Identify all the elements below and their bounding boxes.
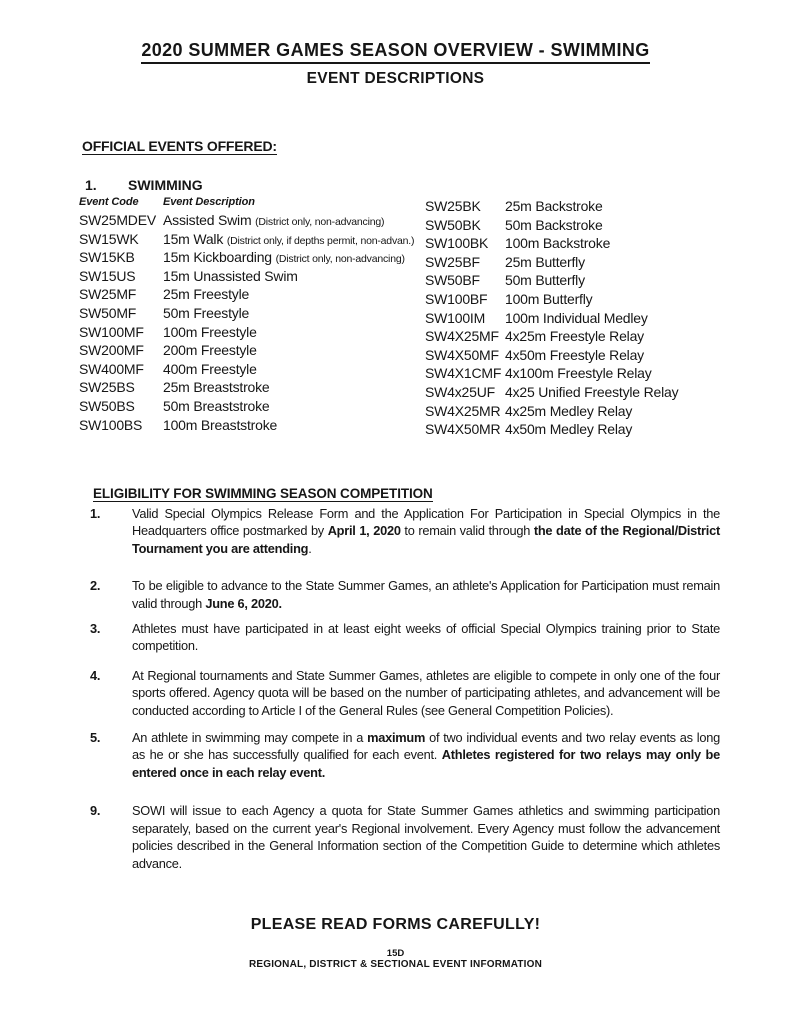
eligibility-item	[90, 505, 720, 557]
event-code: SW25MF	[79, 286, 137, 303]
event-row	[425, 402, 678, 421]
event-description: 200m Freestyle	[163, 342, 257, 359]
event-row	[425, 420, 678, 439]
event-description: 4x25 Unified Freestyle Relay	[505, 383, 679, 400]
event-description: 50m Freestyle	[163, 304, 250, 321]
eligibility-item-text	[132, 729, 720, 781]
event-description: 100m Butterfly	[505, 290, 593, 307]
event-row	[425, 346, 678, 365]
eligibility-item	[90, 667, 720, 719]
event-description: 15m Unassisted Swim	[163, 267, 298, 284]
event-row	[79, 397, 414, 416]
event-row	[79, 304, 414, 323]
event-row	[425, 327, 678, 346]
event-table-header	[79, 196, 414, 211]
event-description: 100m Individual Medley	[505, 309, 648, 326]
event-description: Assisted Swim (District only, non-advancing)	[163, 212, 385, 228]
page-number: 15D	[386, 948, 405, 959]
event-code: SW100MF	[79, 323, 144, 340]
event-code: SW4X50MF	[425, 346, 499, 363]
event-code: SW4X25MR	[425, 402, 501, 419]
event-row	[79, 378, 414, 397]
event-description: 100m Breaststroke	[163, 416, 278, 433]
event-description: 4x25m Medley Relay	[505, 402, 633, 419]
event-row	[79, 360, 414, 379]
eligibility-text-segment: of two individual events and two relay events as long as he or she has successfully qualified for each event.	[132, 730, 720, 763]
event-description: 50m Breaststroke	[163, 397, 270, 414]
event-row	[79, 230, 414, 249]
eligibility-bold-segment: Athletes registered for two relays may only be entered once in each relay event.	[132, 747, 720, 780]
event-code: SW50MF	[79, 304, 137, 321]
event-code: SW50BK	[425, 216, 481, 233]
event-code: SW25BF	[425, 253, 480, 270]
event-row	[425, 309, 678, 328]
event-description: 4x25m Freestyle Relay	[505, 328, 644, 345]
eligibility-text-segment: to remain valid through	[400, 523, 534, 539]
eligibility-item-number: 9.	[90, 803, 101, 819]
event-code: SW400MF	[79, 360, 144, 377]
event-code: SW4X1CMF	[425, 365, 502, 382]
eligibility-bold-segment: June 6, 2020.	[205, 595, 282, 611]
event-code: SW4X50MR	[425, 421, 501, 438]
event-row	[425, 197, 678, 216]
event-note: (District only, non-advancing)	[275, 253, 405, 266]
eligibility-item-number: 4.	[90, 667, 101, 683]
event-description: 15m Kickboarding (District only, non-advancing)	[163, 249, 405, 266]
event-code: SW25BS	[79, 379, 135, 396]
event-table-right	[425, 197, 678, 439]
event-rows-right	[425, 197, 678, 439]
event-code: SW4X25MF	[425, 328, 499, 345]
eligibility-item-number: 3.	[90, 621, 101, 637]
eligibility-item	[90, 577, 720, 612]
event-row	[425, 271, 678, 290]
eligibility-item	[90, 729, 720, 781]
event-code: SW50BS	[79, 397, 135, 414]
event-description: 400m Freestyle	[163, 360, 257, 377]
swimming-section-heading	[85, 177, 203, 193]
event-description: 25m Backstroke	[505, 198, 603, 214]
event-description: 4x100m Freestyle Relay	[505, 365, 652, 382]
official-events-heading	[82, 138, 277, 155]
eligibility-text-segment: To be eligible to advance to the State Summer Games, an athlete's Application for Participation must remain valid through	[132, 578, 720, 611]
event-row	[79, 248, 414, 267]
eligibility-text-segment: Valid Special Olympics Release Form and the Application For Participation in Special Olympics in the Headquarters office postmarked by	[132, 506, 720, 539]
event-description: 4x50m Medley Relay	[505, 421, 633, 438]
page-title	[0, 40, 791, 64]
read-forms-notice: PLEASE READ FORMS CAREFULLY!	[250, 916, 541, 933]
eligibility-item	[90, 620, 720, 655]
eligibility-item	[90, 802, 720, 872]
eligibility-item-number: 2.	[90, 578, 101, 594]
eligibility-items	[90, 505, 720, 872]
eligibility-heading-text: ELIGIBILITY FOR SWIMMING SEASON COMPETITION	[93, 486, 433, 501]
event-code: SW15KB	[79, 249, 135, 266]
event-code: SW25MDEV	[79, 212, 156, 228]
event-description: 25m Butterfly	[505, 253, 585, 270]
event-code: SW100BK	[425, 235, 489, 252]
event-code: SW4x25UF	[425, 383, 495, 400]
event-row	[425, 216, 678, 235]
event-code: SW50BF	[425, 272, 480, 289]
event-code: SW15US	[79, 267, 136, 284]
official-events-heading-text: OFFICIAL EVENTS OFFERED:	[82, 138, 277, 154]
event-description: 50m Butterfly	[505, 272, 585, 289]
eligibility-heading	[93, 486, 433, 502]
event-code: SW100BF	[425, 290, 488, 307]
eligibility-bold-segment: April 1, 2020	[327, 523, 401, 539]
event-row	[425, 234, 678, 253]
eligibility-bold-segment: maximum	[367, 730, 426, 746]
eligibility-item-number: 5.	[90, 730, 101, 746]
event-row	[79, 323, 414, 342]
event-description: 100m Backstroke	[505, 235, 611, 252]
event-description: 15m Walk (District only, if depths permit, non-advan.)	[163, 230, 415, 247]
event-description: 25m Breaststroke	[163, 379, 270, 396]
eligibility-text-segment: Athletes must have participated in at least eight weeks of official Special Olympics training prior to State competition.	[132, 621, 720, 654]
eligibility-text-segment: At Regional tournaments and State Summer Games, athletes are eligible to compete in only one of the four sports offered. Agency quota will be based on the number of participating athletes, and advancement will be conducted according to Article I of the General Rules (see General Competition Policies).	[132, 667, 720, 718]
event-row	[79, 416, 414, 435]
eligibility-bold-segment: the date of the Regional/District Tournament you are attending	[132, 523, 720, 556]
event-row	[79, 341, 414, 360]
event-code: SW200MF	[79, 342, 144, 359]
event-code: SW15WK	[79, 230, 139, 247]
event-note: (District only, non-advancing)	[255, 216, 385, 228]
event-description-column-header: Event Description	[163, 196, 255, 208]
event-code: SW100BS	[79, 416, 143, 433]
event-row	[425, 383, 678, 402]
event-description: 100m Freestyle	[163, 323, 257, 340]
event-row	[79, 267, 414, 286]
eligibility-text-segment: .	[308, 540, 312, 556]
event-row	[79, 211, 414, 230]
eligibility-text-segment: An athlete in swimming may compete in a	[132, 730, 368, 746]
footer-info-line: REGIONAL, DISTRICT & SECTIONAL EVENT INFORMATION	[248, 959, 543, 970]
event-code: SW25BK	[425, 198, 481, 214]
swimming-section-number: 1.	[85, 177, 97, 193]
event-code: SW100IM	[425, 309, 486, 326]
event-row	[425, 290, 678, 309]
eligibility-item-text	[132, 505, 720, 557]
page-title-text: 2020 SUMMER GAMES SEASON OVERVIEW - SWIMMING	[141, 40, 649, 64]
eligibility-item-text	[132, 667, 720, 719]
event-row	[79, 285, 414, 304]
eligibility-item-text	[132, 620, 720, 655]
event-note: (District only, if depths permit, non-advan.)	[226, 234, 415, 247]
event-row	[425, 253, 678, 272]
page-subtitle: EVENT DESCRIPTIONS	[306, 70, 485, 87]
event-description: 4x50m Freestyle Relay	[505, 346, 644, 363]
eligibility-item-number: 1.	[90, 506, 101, 521]
event-rows-left	[79, 211, 414, 434]
event-row	[425, 364, 678, 383]
eligibility-item-text	[132, 577, 720, 612]
event-description: 50m Backstroke	[505, 216, 603, 233]
swimming-section-label: SWIMMING	[128, 177, 203, 193]
eligibility-text-segment: SOWI will issue to each Agency a quota for State Summer Games athletics and swimming participation separately, based on the current year's Regional involvement. Every Agency must follow the advancement policies described in the General Information section of the Competition Guide to determine which athletes advance.	[132, 803, 720, 871]
event-description: 25m Freestyle	[163, 286, 250, 303]
eligibility-item-text	[132, 802, 720, 872]
event-code-column-header: Event Code	[79, 196, 139, 208]
event-table-left	[79, 196, 414, 434]
